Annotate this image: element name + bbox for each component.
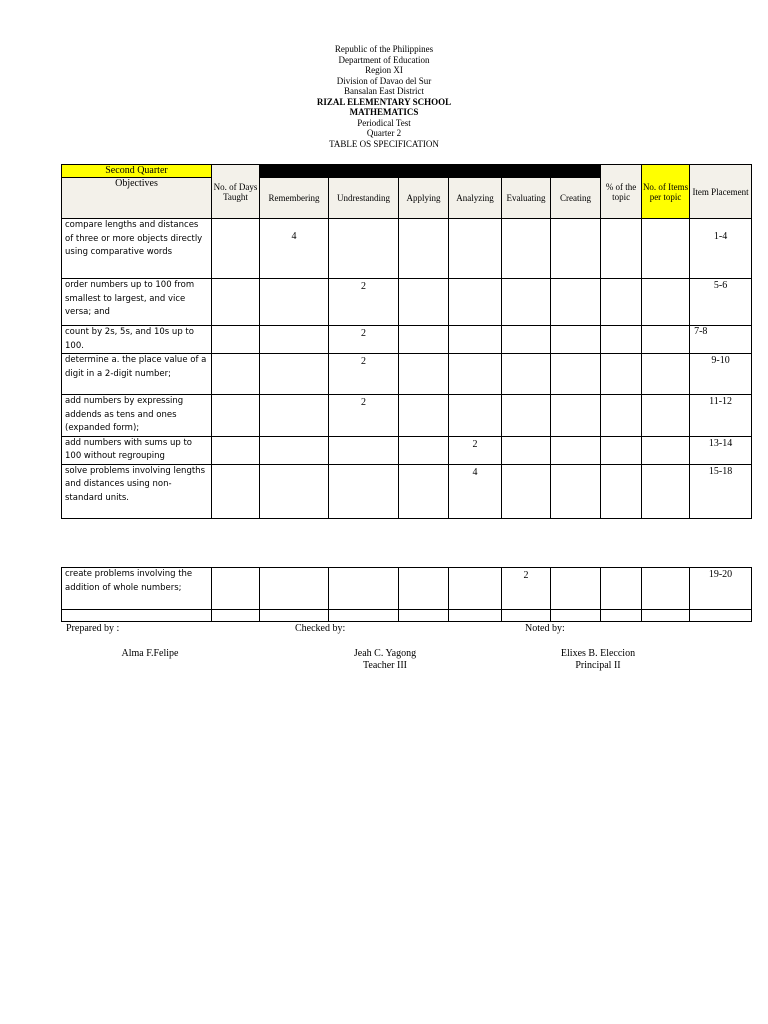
- header-line: Department of Education: [338, 54, 430, 65]
- specification-table-continued: [61, 567, 752, 622]
- quarter-label: Quarter 2: [366, 128, 402, 138]
- objective-cell: add numbers with sums up to 100 without regrouping: [62, 436, 212, 464]
- remembering-count: 4: [260, 219, 329, 279]
- understanding-count: 2: [329, 395, 399, 437]
- item-placement: 15-18: [690, 464, 752, 518]
- objective-cell: count by 2s, 5s, and 10s up to 100.: [62, 326, 212, 354]
- percent-topic-header: % of the topic: [601, 165, 642, 219]
- days-taught-header: No. of Days Taught: [212, 165, 260, 219]
- header-line: Bansalan East District: [344, 86, 424, 96]
- level-header-applying: Applying: [399, 178, 449, 219]
- prepared-by-signatory: [100, 648, 200, 660]
- table-row: [62, 326, 752, 354]
- evaluating-count: 2: [502, 568, 551, 610]
- item-placement: 11-12: [690, 395, 752, 437]
- level-header-evaluating: Evaluating: [502, 178, 551, 219]
- understanding-count: 2: [329, 354, 399, 395]
- table-row: [62, 279, 752, 326]
- school-name: RIZAL ELEMENTARY SCHOOL: [316, 96, 452, 107]
- quarter-header: Second Quarter: [62, 165, 212, 178]
- header-line: Division of Davao del Sur: [336, 75, 432, 86]
- level-header-analyzing: Analyzing: [449, 178, 502, 219]
- item-placement: 13-14: [690, 436, 752, 464]
- objective-cell: create problems involving the addition of whole numbers;: [62, 568, 212, 610]
- checked-by-signatory: [325, 648, 445, 672]
- item-placement-header: Item Placement: [690, 165, 752, 219]
- noted-by-label: Noted by:: [525, 623, 565, 634]
- table-row: [62, 436, 752, 464]
- signatory-name: Jeah C. Yagong: [353, 648, 417, 659]
- signatory-name: Elixes B. Eleccion: [560, 648, 636, 659]
- test-name: Periodical Test: [357, 117, 411, 128]
- table-row: [62, 464, 752, 518]
- table-row: [62, 354, 752, 395]
- understanding-count: 2: [329, 279, 399, 326]
- noted-by-signatory: [538, 648, 658, 672]
- level-header-creating: Creating: [551, 178, 601, 219]
- analyzing-count: 4: [449, 464, 502, 518]
- table-row: [62, 610, 752, 622]
- signatory-title: Teacher III: [363, 660, 407, 671]
- items-per-topic-header: No. of Items per topic: [642, 165, 690, 219]
- objective-cell: determine a. the place value of a digit in a 2-digit number;: [62, 354, 212, 395]
- objective-cell: solve problems involving lengths and distances using non-standard units.: [62, 464, 212, 518]
- document-title: TABLE OS SPECIFICATION: [329, 138, 439, 149]
- table-row: [62, 395, 752, 437]
- document-header: [0, 44, 768, 149]
- level-header-remembering: Remembering: [260, 178, 329, 219]
- item-placement: 7-8: [690, 326, 752, 354]
- understanding-count: 2: [329, 326, 399, 354]
- objective-cell: order numbers up to 100 from smallest to largest, and vice versa; and: [62, 279, 212, 326]
- signatory-name: Alma F.Felipe: [121, 648, 179, 659]
- level-header-understanding: Undrestanding: [329, 178, 399, 219]
- item-placement: 5-6: [690, 279, 752, 326]
- header-line: Republic of the Philippines: [334, 44, 434, 54]
- table-row: [62, 219, 752, 279]
- objective-cell: add numbers by expressing addends as tens and ones (expanded form);: [62, 395, 212, 437]
- item-placement: 9-10: [690, 354, 752, 395]
- prepared-by-label: Prepared by :: [66, 623, 120, 634]
- item-placement: 19-20: [690, 568, 752, 610]
- item-placement: 1-4: [690, 219, 752, 279]
- objective-cell: compare lengths and distances of three or more objects directly using comparative words: [62, 219, 212, 279]
- objectives-header: Objectives: [62, 178, 212, 219]
- checked-by-label: Checked by:: [295, 623, 346, 634]
- signatory-title: Principal II: [575, 660, 621, 671]
- table-row: [62, 568, 752, 610]
- specification-table: [61, 164, 752, 519]
- header-line: Region XI: [365, 65, 403, 75]
- subject-name: MATHEMATICS: [349, 107, 419, 117]
- cognitive-levels-bar: [260, 165, 601, 178]
- analyzing-count: 2: [449, 436, 502, 464]
